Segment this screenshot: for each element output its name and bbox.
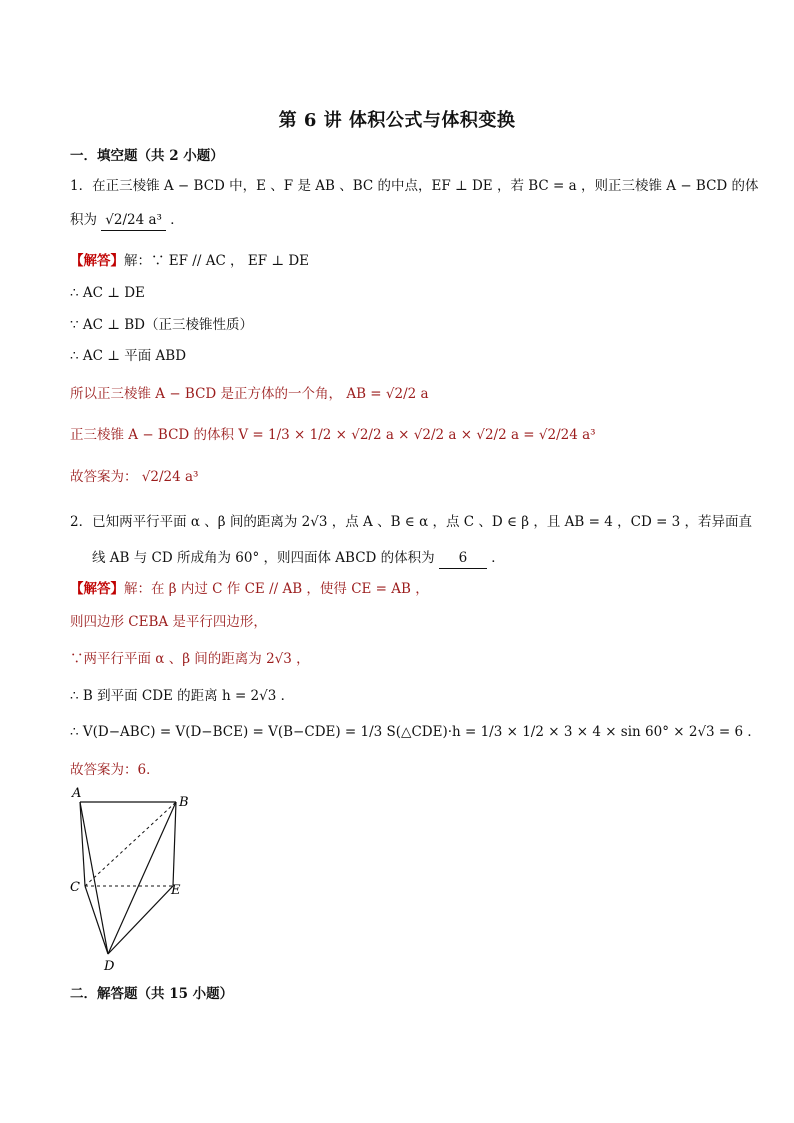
edge-cd [85, 886, 108, 954]
tetrahedron-figure [68, 782, 208, 978]
solution-text: 解：∵ EF // AC ， EF ⊥ DE [124, 253, 310, 269]
label-d: D [104, 959, 115, 974]
problem-2-solution-line4: ∴ B 到平面 CDE 的距离 h = 2√3 ． [70, 688, 295, 704]
section-heading-fill-blank: 一．填空题（共 2 小题） [70, 148, 224, 164]
edge-bd [108, 802, 176, 954]
label-a: A [72, 786, 82, 801]
label-c: C [70, 880, 80, 895]
problem-1-solution-line6: 正三棱锥 A − BCD 的体积 V = 1/3 × 1/2 × √2/2 a × √2/2 a × √2/2 a = √2/24 a³ [70, 427, 596, 443]
problem-1-answer-line: 故答案为： √2/24 a³ [70, 469, 199, 485]
problem-2-solution-line1 [70, 579, 429, 599]
problem-1-question-line1: 1．在正三棱锥 A − BCD 中，E 、F 是 AB 、BC 的中点，EF ⊥ DE ，若 BC = a ，则正三棱锥 A − BCD 的体 [70, 178, 759, 194]
problem-1-solution-line2: ∴ AC ⊥ DE [70, 285, 145, 301]
problem-2-solution-line2: 则四边形 CEBA 是平行四边形， [70, 614, 267, 630]
problem-1-solution-line5: 所以正三棱锥 A − BCD 是正方体的一个角， AB = √2/2 a [70, 386, 429, 402]
problem-2-answer-blank: 6 [439, 548, 487, 569]
problem-2-question-line2: 线 AB 与 CD 所成角为 60° ，则四面体 ABCD 的体积为 6 ． [92, 548, 505, 569]
problem-1-solution-line4: ∴ AC ⊥ 平面 ABD [70, 348, 187, 364]
problem-2-solution-line5: ∴ V(D−ABC) = V(D−BCE) = V(B−CDE) = 1/3 S(△CDE)·h = 1/3 × 1/2 × 3 × 4 × sin 60° × 2√3 = 6 ． [70, 724, 761, 740]
edge-be [173, 802, 176, 886]
solution-tag: 【解答】 [70, 581, 124, 597]
solution-text: 解：在 β 内过 C 作 CE // AB ，使得 CE = AB ， [124, 581, 429, 597]
solution-tag: 【解答】 [70, 253, 124, 269]
edge-ed [108, 886, 173, 954]
problem-1-answer-blank: √2/24 a³ [101, 210, 166, 231]
problem-2-question-line1: 2．已知两平行平面 α 、β 间的距离为 2√3 ，点 A 、B ∈ α ，点 C 、D ∈ β ，且 AB = 4 ，CD = 3 ，若异面直 [70, 514, 753, 530]
problem-1-question-line2: 积为 √2/24 a³ ． [70, 210, 184, 231]
label-e: E [171, 883, 181, 898]
problem-1-solution-line1 [70, 251, 309, 271]
problem-1-prefix: 积为 [70, 212, 97, 228]
problem-1-solution-line3: ∵ AC ⊥ BD（正三棱锥性质） [70, 317, 253, 333]
section-heading-answer: 二．解答题（共 15 小题） [70, 986, 234, 1002]
problem-2-solution-line3: ∵两平行平面 α 、β 间的距离为 2√3 ， [70, 651, 310, 667]
page-title: 第 6 讲 体积公式与体积变换 [278, 110, 516, 131]
label-b: B [179, 795, 189, 810]
edge-cb-hidden [85, 802, 176, 886]
problem-2-text: 线 AB 与 CD 所成角为 60° ，则四面体 ABCD 的体积为 [92, 550, 435, 566]
problem-2-answer-line: 故答案为：6． [70, 762, 160, 778]
